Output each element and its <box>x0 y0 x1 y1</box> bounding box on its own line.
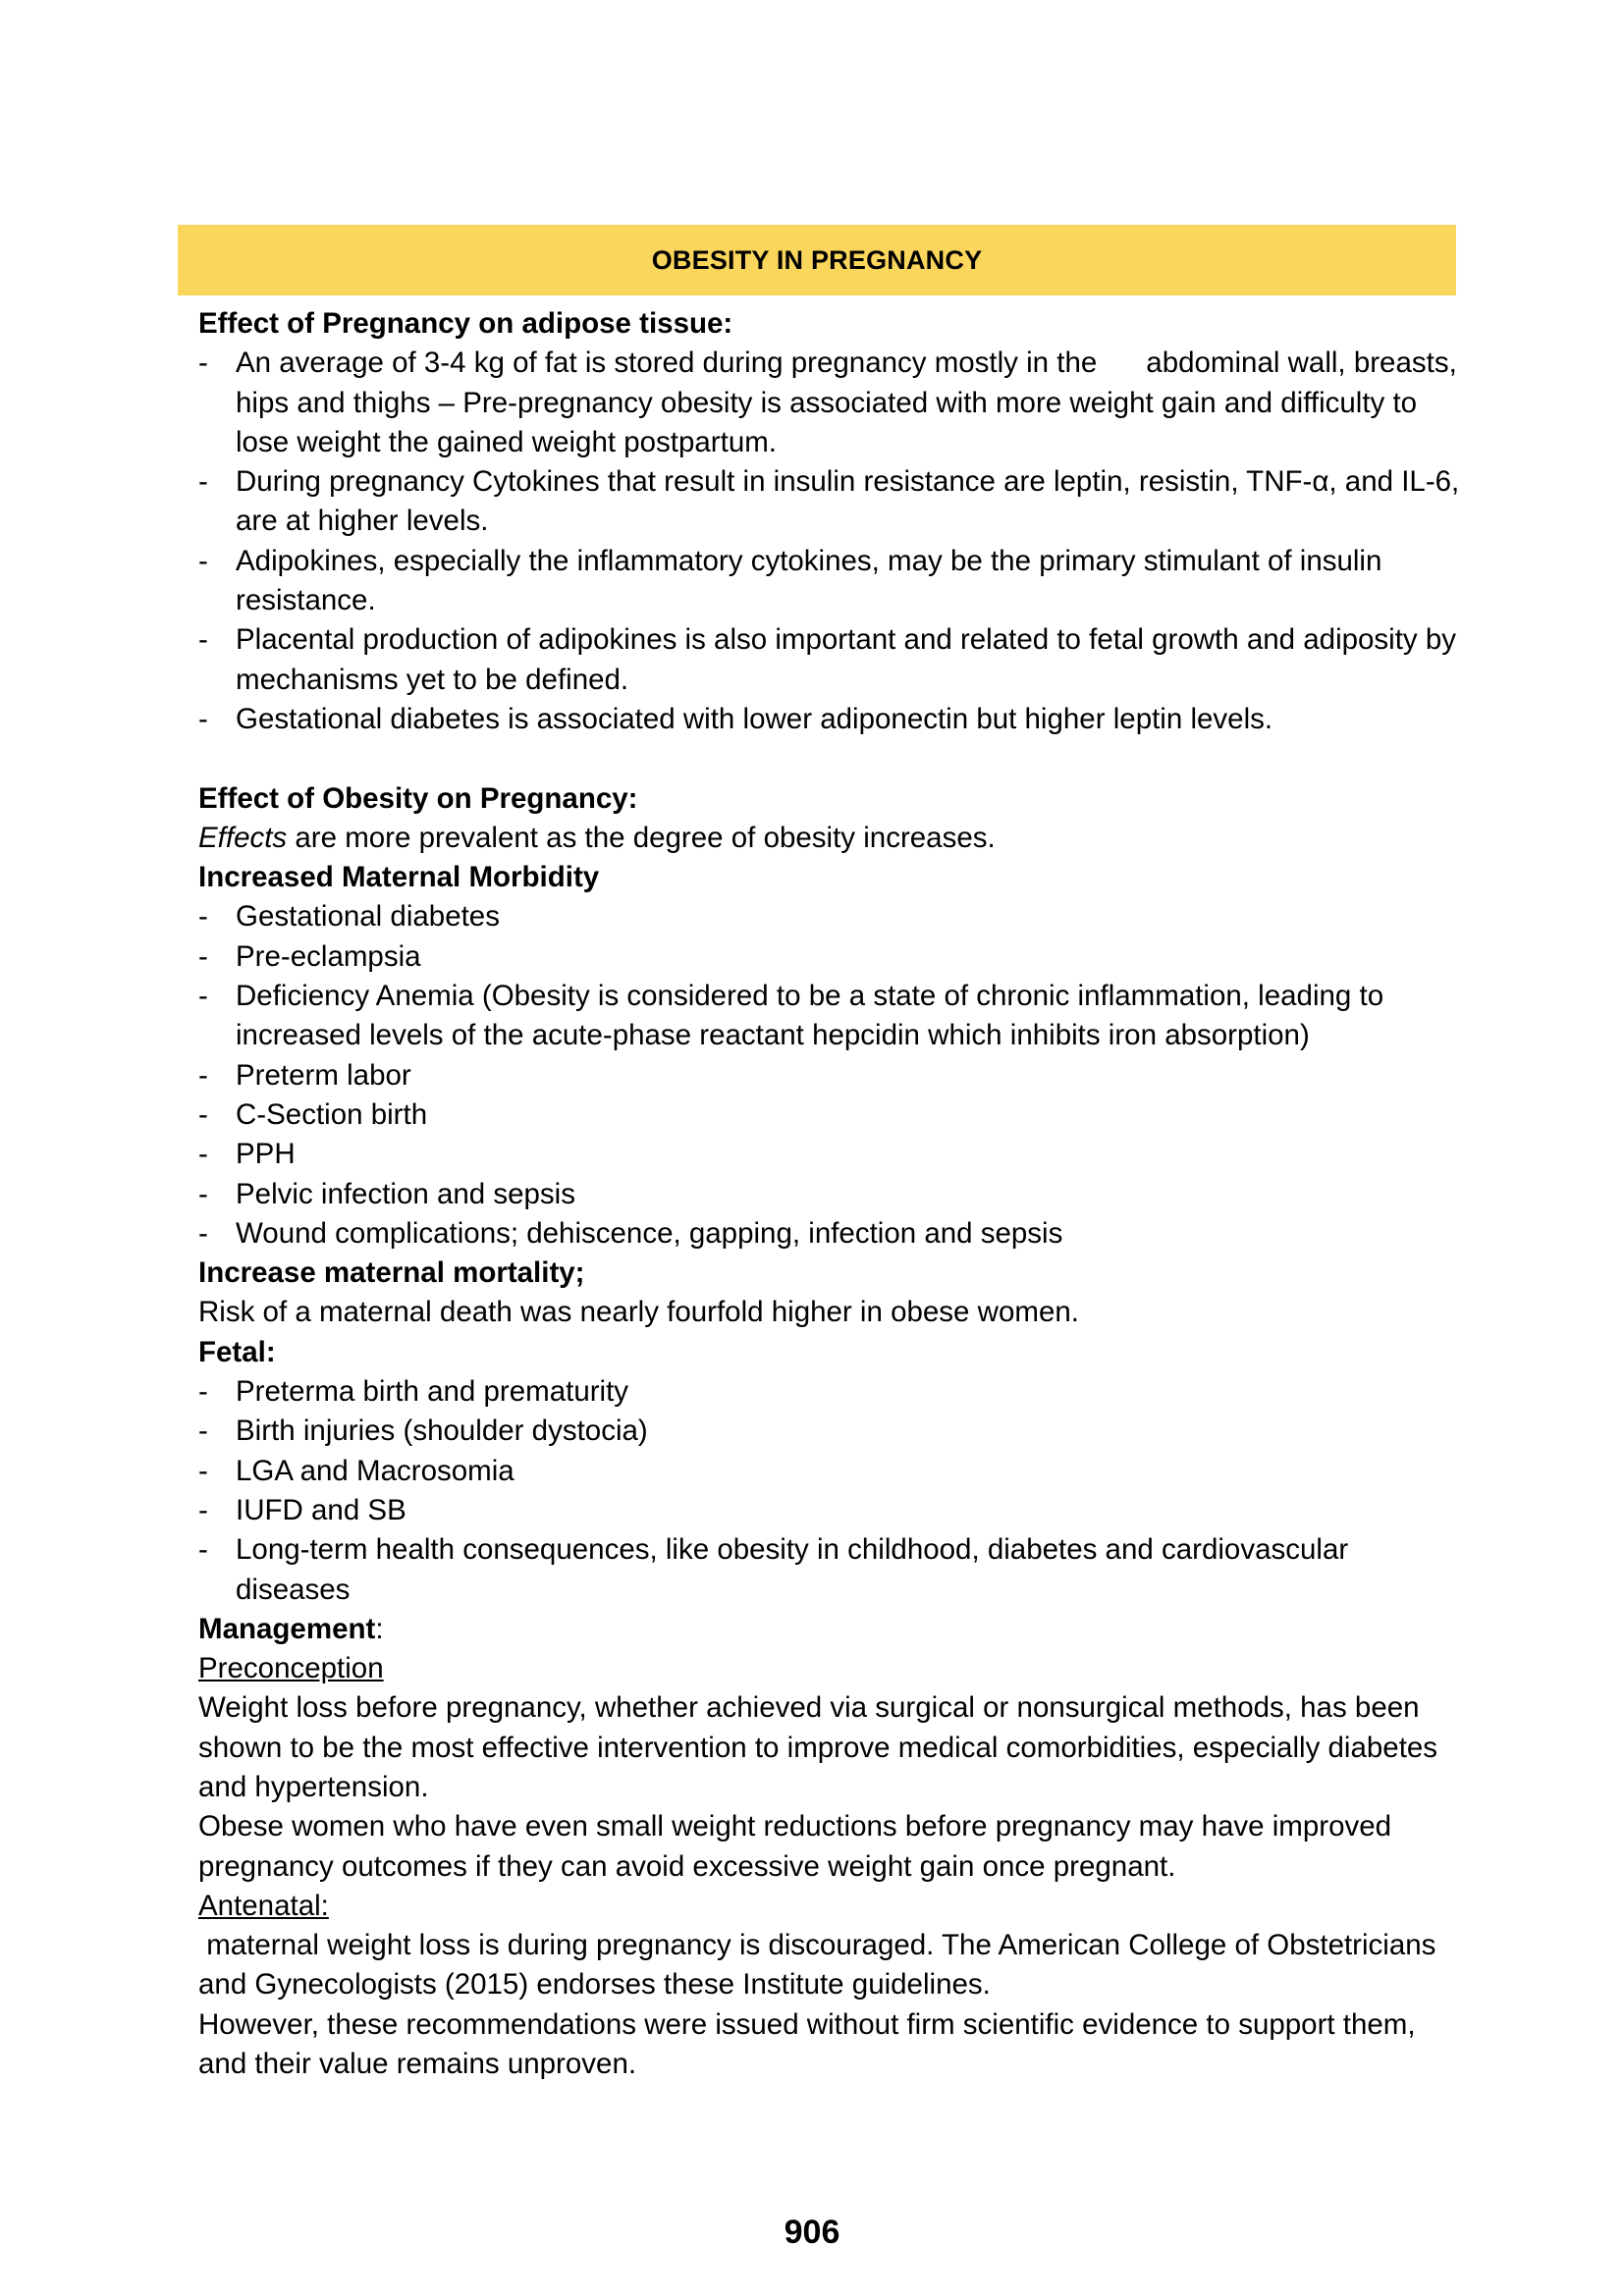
list-item <box>198 344 1465 462</box>
management-heading-colon: : <box>375 1612 384 1645</box>
list-item-text: An average of 3-4 kg of fat is stored during pregnancy mostly in the <box>236 347 1098 380</box>
title-banner <box>178 225 1456 295</box>
fetal-list <box>198 1372 1465 1610</box>
list-item: - Deficiency Anemia (Obesity is considered to be a state of chronic inflammation, leading to increased levels of the acute-phase reactant hepcidin which inhibits iron absorption) <box>198 977 1465 1056</box>
list-item: - C-Section birth <box>198 1095 1465 1135</box>
list-item: - Birth injuries (shoulder dystocia) <box>198 1412 1465 1451</box>
list-item-text: abdominal wall, breasts, hips and thighs – Pre-pregnancy obesity is associated with more weight gain and difficulty to lose weight the gained weight postpartum. <box>236 347 1457 458</box>
list-item: - LGA and Macrosomia <box>198 1452 1465 1491</box>
fetal-heading: Fetal: <box>198 1335 276 1368</box>
effects-intro <box>198 819 1465 858</box>
list-item: - Gestational diabetes <box>198 897 1465 936</box>
preconception-paragraph-2: Obese women who have even small weight reductions before pregnancy may have improved pregnancy outcomes if they can avoid excessive weight gain once pregnant. <box>198 1810 1392 1883</box>
page-title: OBESITY IN PREGNANCY <box>651 244 983 275</box>
morbidity-list <box>198 897 1465 1254</box>
list-item: - Preterma birth and prematurity <box>198 1372 1465 1412</box>
management-heading: Management <box>198 1612 376 1645</box>
effects-intro-italic: Effects <box>198 821 288 854</box>
morbidity-heading: Increased Maternal Morbidity <box>198 861 600 894</box>
list-item: - Pelvic infection and sepsis <box>198 1175 1465 1214</box>
preconception-label: Preconception <box>198 1652 384 1685</box>
preconception-paragraph-1: Weight loss before pregnancy, whether achieved via surgical or nonsurgical methods, has been shown to be the most effective intervention to improve medical comorbidities, especially diabetes and hypertension. <box>198 1691 1438 1803</box>
section-heading-obesity-effects: Effect of Obesity on Pregnancy: <box>198 781 638 815</box>
mortality-heading: Increase maternal mortality; <box>198 1256 585 1290</box>
list-item: - Wound complications; dehiscence, gapping, infection and sepsis <box>198 1214 1465 1254</box>
antenatal-label: Antenatal: <box>198 1889 329 1922</box>
page-number: 906 <box>784 2214 840 2251</box>
effects-intro-rest: are more prevalent as the degree of obesity increases. <box>287 821 996 854</box>
antenatal-paragraph-1: maternal weight loss is during pregnancy is discouraged. The American College of Obstetricians and Gynecologists (2015) endorses these Institute guidelines. <box>198 1929 1444 2002</box>
section-heading-adipose: Effect of Pregnancy on adipose tissue: <box>198 307 733 340</box>
list-item: - Pre-eclampsia <box>198 937 1465 977</box>
management-heading-line <box>198 1610 1465 1649</box>
list-item: - Preterm labor <box>198 1056 1465 1095</box>
list-item: - Placental production of adipokines is also important and related to fetal growth and adiposity by mechanisms yet to be defined. <box>198 620 1465 700</box>
list-item: - Adipokines, especially the inflammatory cytokines, may be the primary stimulant of insulin resistance. <box>198 542 1465 621</box>
list-item: - Long-term health consequences, like obesity in childhood, diabetes and cardiovascular diseases <box>198 1530 1465 1610</box>
list-item: - PPH <box>198 1135 1465 1174</box>
list-item: - Gestational diabetes is associated with lower adiponectin but higher leptin levels. <box>198 700 1465 739</box>
list-item: - IUFD and SB <box>198 1491 1465 1530</box>
adipose-list <box>198 344 1465 739</box>
document-body <box>198 304 1465 2084</box>
list-item: - During pregnancy Cytokines that result in insulin resistance are leptin, resistin, TNF-α, and IL-6, are at higher levels. <box>198 462 1465 542</box>
antenatal-paragraph-2: However, these recommendations were issued without firm scientific evidence to support them, and their value remains unproven. <box>198 2007 1416 2081</box>
mortality-text: Risk of a maternal death was nearly fourfold higher in obese women. <box>198 1296 1079 1329</box>
